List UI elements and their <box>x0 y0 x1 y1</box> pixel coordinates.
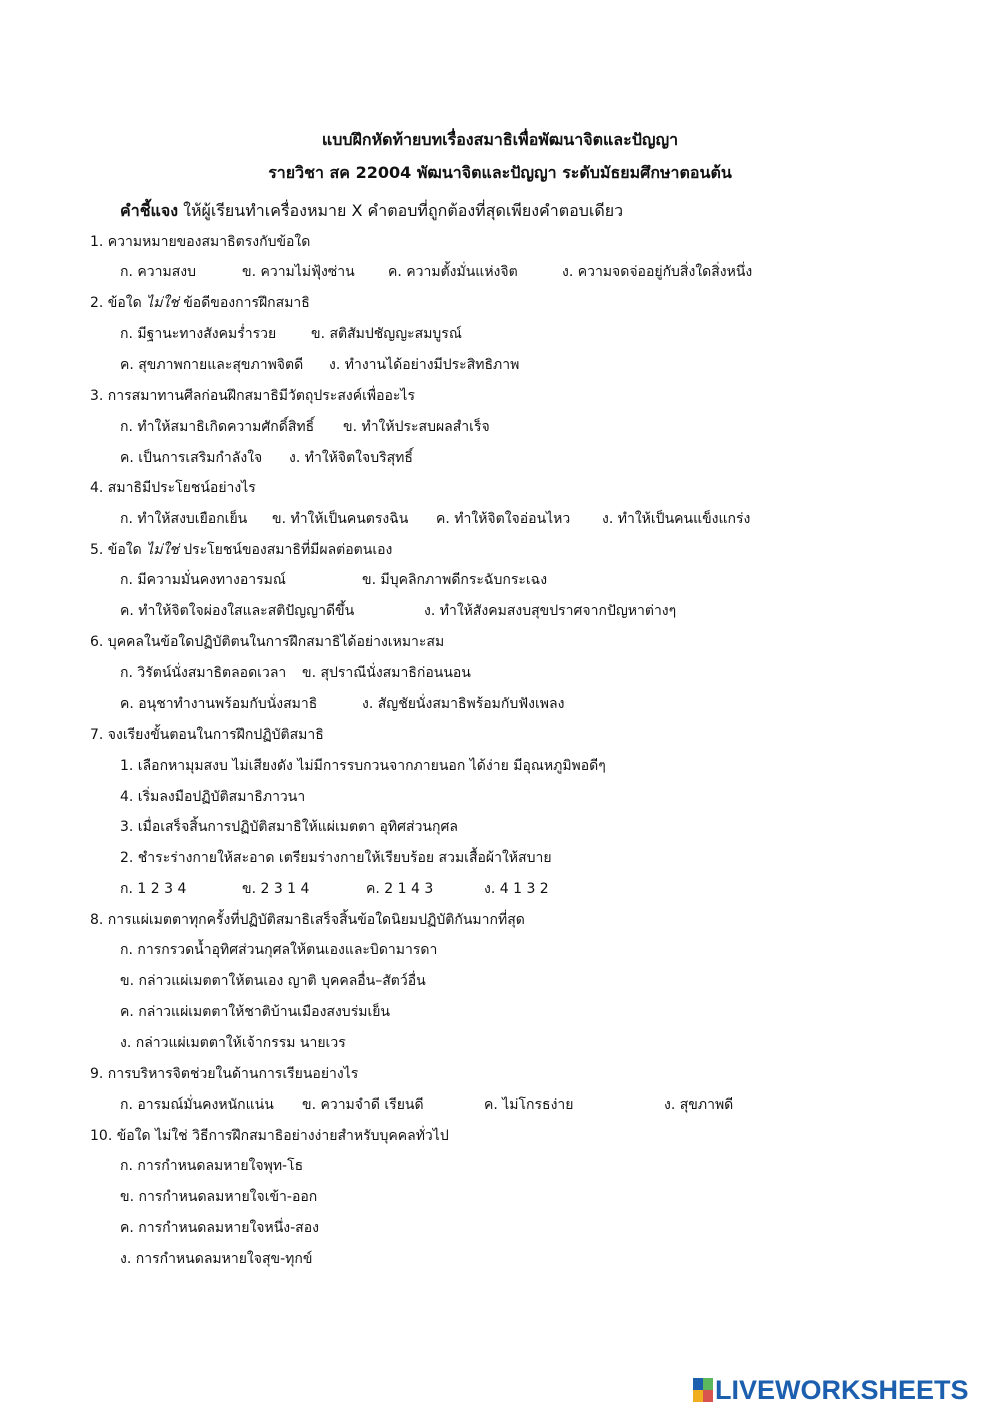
q10-option-b[interactable]: ข. การกำหนดลมหายใจเข้า-ออก <box>120 1189 318 1205</box>
question-10: 10. ข้อใด ไม่ใช่ วิธีการฝึกสมาธิอย่างง่ายสำหรับบุคคลทั่วไป <box>90 1128 449 1144</box>
question-9: 9. การบริหารจิตช่วยในด้านการเรียนอย่างไร <box>90 1066 359 1082</box>
q3-option-d[interactable]: ง. ทำให้จิตใจบริสุทธิ์ <box>289 450 413 466</box>
q2-option-b[interactable]: ข. สติสัมปชัญญะสมบูรณ์ <box>311 326 462 342</box>
q7-option-a[interactable]: ก. 1 2 3 4 <box>120 881 187 897</box>
q5-option-c[interactable]: ค. ทำให้จิตใจผ่องใสและสติปัญญาดีขึ้น <box>120 603 355 619</box>
q5-option-b[interactable]: ข. มีบุคลิกภาพดีกระฉับกระเฉง <box>362 572 548 588</box>
q3-option-b[interactable]: ข. ทำให้ประสบผลสำเร็จ <box>343 419 490 435</box>
q7-step-2: 4. เริ่มลงมือปฏิบัติสมาธิภาวนา <box>120 789 306 805</box>
q2-option-d[interactable]: ง. ทำงานได้อย่างมีประสิทธิภาพ <box>329 357 520 373</box>
q4-option-b[interactable]: ข. ทำให้เป็นคนตรงฉิน <box>272 511 409 527</box>
instructions <box>120 199 623 224</box>
q7-step-1: 1. เลือกหามุมสงบ ไม่เสียงดัง ไม่มีการรบกวนจากภายนอก ได้ง่าย มีอุณหภูมิพอดีๆ <box>120 758 606 774</box>
q7-option-c[interactable]: ค. 2 1 4 3 <box>366 881 434 897</box>
q1-option-a[interactable]: ก. ความสงบ <box>120 264 196 280</box>
instructions-text: ให้ผู้เรียนทำเครื่องหมาย X คำตอบที่ถูกต้องที่สุดเพียงคำตอบเดียว <box>178 201 624 220</box>
q10-option-c[interactable]: ค. การกำหนดลมหายใจหนึ่ง-สอง <box>120 1220 319 1236</box>
q3-option-c[interactable]: ค. เป็นการเสริมกำลังใจ <box>120 450 263 466</box>
q9-option-a[interactable]: ก. อารมณ์มั่นคงหนักแน่น <box>120 1097 274 1113</box>
logo-text: LIVEWORKSHEETS <box>715 1375 969 1405</box>
question-5: 5. ข้อใด ไม่ใช่ ประโยชน์ของสมาธิที่มีผลต่อตนเอง <box>90 542 393 558</box>
q9-option-d[interactable]: ง. สุขภาพดี <box>664 1097 734 1113</box>
question-4: 4. สมาธิมีประโยชน์อย่างไร <box>90 480 256 496</box>
liveworksheets-logo <box>693 1376 969 1404</box>
q6-option-b[interactable]: ข. สุปราณีนั่งสมาธิก่อนนอน <box>302 665 471 681</box>
q10-option-d[interactable]: ง. การกำหนดลมหายใจสุข-ทุกข์ <box>120 1251 313 1267</box>
q7-step-3: 3. เมื่อเสร็จสิ้นการปฏิบัติสมาธิให้แผ่เมตตา อุทิศส่วนกุศล <box>120 819 458 835</box>
q3-option-a[interactable]: ก. ทำให้สมาธิเกิดความศักดิ์สิทธิ์ <box>120 419 315 435</box>
q9-option-b[interactable]: ข. ความจำดี เรียนดี <box>302 1097 424 1113</box>
instructions-label: คำชี้แจง <box>120 201 179 220</box>
worksheet-title: แบบฝึกหัดท้ายบทเรื่องสมาธิเพื่อพัฒนาจิตและปัญญา <box>321 130 679 149</box>
question-3: 3. การสมาทานศีลก่อนฝึกสมาธิมีวัตถุประสงค์เพื่ออะไร <box>90 388 415 404</box>
q6-option-d[interactable]: ง. สัญชัยนั่งสมาธิพร้อมกับฟังเพลง <box>362 696 565 712</box>
liveworksheets-icon <box>693 1378 713 1402</box>
q4-option-a[interactable]: ก. ทำให้สงบเยือกเย็น <box>120 511 248 527</box>
q2-option-c[interactable]: ค. สุขภาพกายและสุขภาพจิตดี <box>120 357 304 373</box>
q7-option-b[interactable]: ข. 2 3 1 4 <box>242 881 310 897</box>
course-subtitle: รายวิชา สค 22004 พัฒนาจิตและปัญญา ระดับมัธยมศึกษาตอนต้น <box>268 163 732 182</box>
q1-option-b[interactable]: ข. ความไม่ฟุ้งซ่าน <box>242 264 355 280</box>
q5-option-a[interactable]: ก. มีความมั่นคงทางอารมณ์ <box>120 572 286 588</box>
q8-option-d[interactable]: ง. กล่าวแผ่เมตตาให้เจ้ากรรม นายเวร <box>120 1035 346 1051</box>
q8-option-c[interactable]: ค. กล่าวแผ่เมตตาให้ชาติบ้านเมืองสงบร่มเย็น <box>120 1004 390 1020</box>
question-6: 6. บุคคลในข้อใดปฏิบัติตนในการฝึกสมาธิได้อย่างเหมาะสม <box>90 634 445 650</box>
q4-option-d[interactable]: ง. ทำให้เป็นคนแข็งแกร่ง <box>602 511 751 527</box>
question-1: 1. ความหมายของสมาธิตรงกับข้อใด <box>90 234 311 250</box>
question-2: 2. ข้อใด ไม่ใช่ ข้อดีของการฝึกสมาธิ <box>90 295 310 311</box>
q8-option-b[interactable]: ข. กล่าวแผ่เมตตาให้ตนเอง ญาติ บุคคลอื่น–สัตว์อื่น <box>120 973 426 989</box>
q2-option-a[interactable]: ก. มีฐานะทางสังคมร่ำรวย <box>120 326 277 342</box>
q1-option-d[interactable]: ง. ความจดจ่ออยู่กับสิ่งใดสิ่งหนึ่ง <box>562 264 753 280</box>
q1-option-c[interactable]: ค. ความตั้งมั่นแห่งจิต <box>388 264 518 280</box>
q7-step-4: 2. ชำระร่างกายให้สะอาด เตรียมร่างกายให้เรียบร้อย สวมเสื้อผ้าให้สบาย <box>120 850 552 866</box>
question-8: 8. การแผ่เมตตาทุกครั้งที่ปฏิบัติสมาธิเสร็จสิ้นข้อใดนิยมปฏิบัติกันมากที่สุด <box>90 912 525 928</box>
q8-option-a[interactable]: ก. การกรวดน้ำอุทิศส่วนกุศลให้ตนเองและบิดามารดา <box>120 942 438 958</box>
q10-option-a[interactable]: ก. การกำหนดลมหายใจพุท-โธ <box>120 1158 304 1174</box>
q7-option-d[interactable]: ง. 4 1 3 2 <box>484 881 549 897</box>
q4-option-c[interactable]: ค. ทำให้จิตใจอ่อนไหว <box>436 511 571 527</box>
q6-option-a[interactable]: ก. วิรัตน์นั่งสมาธิตลอดเวลา <box>120 665 287 681</box>
question-7: 7. จงเรียงขั้นตอนในการฝึกปฏิบัติสมาธิ <box>90 727 324 743</box>
q5-option-d[interactable]: ง. ทำให้สังคมสงบสุขปราศจากปัญหาต่างๆ <box>424 603 677 619</box>
q9-option-c[interactable]: ค. ไม่โกรธง่าย <box>484 1097 574 1113</box>
q6-option-c[interactable]: ค. อนุชาทำงานพร้อมกับนั่งสมาธิ <box>120 696 318 712</box>
